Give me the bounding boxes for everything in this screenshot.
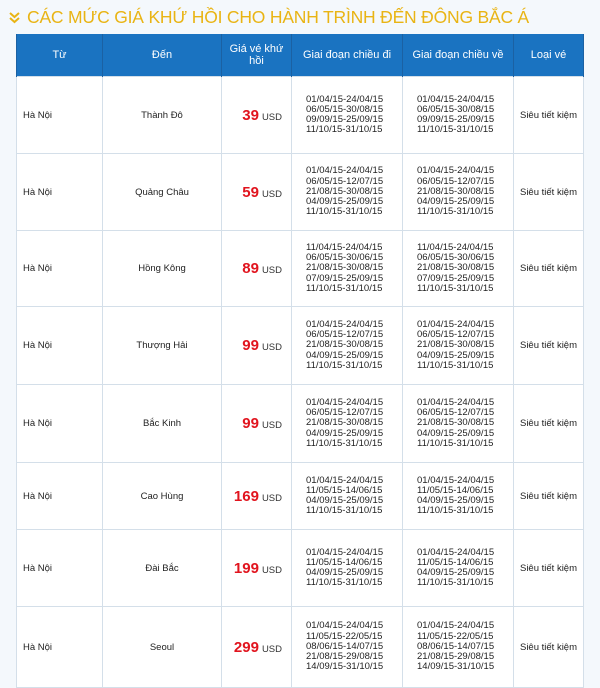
date-range: 21/08/15-30/08/15 [306,339,384,351]
fare-type-cell: Siêu tiết kiệm [514,307,584,385]
inbound-dates-cell [403,231,514,307]
table-row [17,463,584,530]
origin-cell: Hà Nội [17,530,103,607]
date-range: 04/09/15-25/09/15 [417,349,495,361]
date-range: 14/09/15-31/10/15 [417,661,495,673]
origin-cell: Hà Nội [17,463,103,530]
price-cell [222,530,292,607]
price-value: 169 [233,487,259,505]
date-range: 01/04/15-24/04/15 [306,546,384,558]
date-range: 04/09/15-25/09/15 [417,567,495,578]
fare-type-cell: Siêu tiết kiệm [514,530,584,607]
col-header-from: Từ [17,34,103,77]
date-range: 11/10/15-31/10/15 [417,124,494,136]
date-range: 08/06/15-14/07/15 [306,640,384,652]
destination-cell: Bắc Kinh [103,385,222,463]
fare-type-cell: Siêu tiết kiệm [514,231,584,307]
col-header-type: Loại vé [514,34,584,77]
date-range: 11/10/15-31/10/15 [306,577,383,589]
inbound-dates-cell [403,307,514,385]
date-range: 04/09/15-25/09/15 [306,567,384,578]
price-value: 59 [242,183,259,201]
price-currency: USD [261,492,282,504]
date-range: 11/04/15-24/04/15 [306,241,383,253]
destination-cell: Đài Bắc [103,530,222,607]
date-range: 11/10/15-31/10/15 [306,437,383,449]
date-range: 01/04/15-24/04/15 [417,318,495,330]
date-range: 11/10/15-31/10/15 [417,505,494,517]
origin-cell: Hà Nội [17,154,103,231]
price-value: 199 [233,559,259,577]
date-range: 01/04/15-24/04/15 [417,546,495,558]
col-header-inbound: Giai đoạn chiều về [403,34,514,77]
outbound-dates-cell [292,154,403,231]
table-row [17,154,584,231]
date-range: 04/09/15-25/09/15 [306,196,384,208]
price-currency: USD [261,265,282,276]
date-range: 09/09/15-25/09/15 [417,114,495,125]
price-currency: USD [261,643,282,655]
table-body [17,77,584,688]
date-range: 21/08/15-30/08/15 [306,262,384,274]
destination-cell: Cao Hùng [103,463,222,530]
date-range: 01/04/15-24/04/15 [417,93,495,105]
inbound-dates-cell [403,385,514,463]
price-cell [222,307,292,385]
double-chevron-down-icon [8,11,21,24]
table-row [17,607,584,688]
origin-cell: Hà Nội [17,307,103,385]
outbound-dates-cell [292,530,403,607]
outbound-dates-cell [292,607,403,688]
date-range: 04/09/15-25/09/15 [306,349,384,361]
price-currency: USD [261,564,282,576]
table-row [17,231,584,307]
date-range: 04/09/15-25/09/15 [306,427,384,439]
date-range: 04/09/15-25/09/15 [417,196,495,208]
destination-cell: Hồng Kông [103,231,222,307]
inbound-dates-cell [403,77,514,154]
date-range: 11/04/15-24/04/15 [417,241,494,253]
date-range: 11/10/15-31/10/15 [306,282,383,294]
outbound-dates-cell [292,307,403,385]
origin-cell: Hà Nội [17,385,103,463]
date-range: 06/05/15-30/06/15 [417,252,495,264]
price-cell [222,154,292,231]
price-value: 299 [233,638,259,656]
date-range: 21/08/15-30/08/15 [417,262,495,274]
date-range: 21/08/15-29/08/15 [306,651,384,663]
date-range: 21/08/15-30/08/15 [417,185,495,197]
date-range: 06/05/15-12/07/15 [417,329,495,341]
fare-table [16,34,584,688]
date-range: 11/10/15-31/10/15 [306,505,383,517]
col-header-outbound: Giai đoạn chiều đi [292,34,403,77]
fare-type-cell: Siêu tiết kiệm [514,77,584,154]
date-range: 01/04/15-24/04/15 [417,474,495,486]
price-value: 99 [242,337,259,354]
date-range: 01/04/15-24/04/15 [306,165,384,177]
table-row [17,307,584,385]
inbound-dates-cell [403,463,514,530]
price-cell [222,231,292,307]
date-range: 21/08/15-30/08/15 [306,417,384,429]
date-range: 14/09/15-31/10/15 [306,661,384,673]
date-range: 01/04/15-24/04/15 [306,396,384,408]
date-range: 11/10/15-31/10/15 [417,359,494,371]
date-range: 06/05/15-12/07/15 [417,175,495,187]
destination-cell: Quảng Châu [103,154,222,231]
origin-cell: Hà Nội [17,607,103,688]
date-range: 11/10/15-31/10/15 [417,206,494,218]
fare-type-cell: Siêu tiết kiệm [514,607,584,688]
date-range: 01/04/15-24/04/15 [306,474,384,486]
outbound-dates-cell [292,463,403,530]
date-range: 04/09/15-25/09/15 [417,427,495,439]
date-range: 06/05/15-30/08/15 [417,103,495,115]
price-currency: USD [261,342,282,353]
fare-type-cell: Siêu tiết kiệm [514,385,584,463]
date-range: 04/09/15-25/09/15 [417,495,495,506]
outbound-dates-cell [292,231,403,307]
date-range: 01/04/15-24/04/15 [306,93,384,105]
price-cell [222,385,292,463]
date-range: 11/05/15-14/06/15 [306,484,383,496]
date-range: 08/06/15-14/07/15 [417,640,495,652]
date-range: 06/05/15-12/07/15 [306,407,384,419]
destination-cell: Thành Đô [103,77,222,154]
date-range: 01/04/15-24/04/15 [306,620,384,632]
date-range: 11/05/15-14/06/15 [417,484,494,496]
origin-cell: Hà Nội [17,231,103,307]
section-heading [0,0,600,34]
price-currency: USD [261,188,282,200]
date-range: 06/05/15-12/07/15 [306,175,384,187]
price-cell [222,607,292,688]
date-range: 21/08/15-30/08/15 [417,339,495,351]
table-row [17,385,584,463]
date-range: 11/10/15-31/10/15 [417,437,494,449]
date-range: 21/08/15-30/08/15 [306,185,384,197]
date-range: 06/05/15-12/07/15 [306,329,384,341]
destination-cell: Thượng Hải [103,307,222,385]
date-range: 01/04/15-24/04/15 [306,318,384,330]
price-cell [222,463,292,530]
table-header-row [17,34,584,77]
date-range: 04/09/15-25/09/15 [306,495,384,506]
inbound-dates-cell [403,530,514,607]
fare-type-cell: Siêu tiết kiệm [514,154,584,231]
price-currency: USD [261,111,282,123]
origin-cell: Hà Nội [17,77,103,154]
price-value: 39 [242,106,259,124]
price-cell [222,77,292,154]
fare-type-cell: Siêu tiết kiệm [514,463,584,530]
date-range: 11/05/15-14/06/15 [306,556,383,568]
outbound-dates-cell [292,385,403,463]
date-range: 11/10/15-31/10/15 [306,206,383,218]
date-range: 06/05/15-12/07/15 [417,407,495,419]
date-range: 11/05/15-14/06/15 [417,556,494,568]
price-value: 99 [242,415,259,432]
date-range: 11/05/15-22/05/15 [417,630,494,642]
date-range: 11/10/15-31/10/15 [417,282,494,294]
date-range: 11/10/15-31/10/15 [306,124,383,136]
price-value: 89 [242,260,259,277]
date-range: 06/05/15-30/08/15 [306,103,384,115]
date-range: 07/09/15-25/09/15 [417,272,495,284]
date-range: 21/08/15-29/08/15 [417,651,495,663]
date-range: 11/10/15-31/10/15 [306,359,383,371]
inbound-dates-cell [403,607,514,688]
inbound-dates-cell [403,154,514,231]
date-range: 11/05/15-22/05/15 [306,630,383,642]
col-header-price: Giá vé khứ hồi [222,34,292,77]
date-range: 07/09/15-25/09/15 [306,272,384,284]
page-title: CÁC MỨC GIÁ KHỨ HỒI CHO HÀNH TRÌNH ĐẾN ĐÔNG BẮC Á [27,6,530,27]
date-range: 01/04/15-24/04/15 [417,396,495,408]
date-range: 21/08/15-30/08/15 [417,417,495,429]
date-range: 11/10/15-31/10/15 [417,577,494,589]
date-range: 01/04/15-24/04/15 [417,620,495,632]
col-header-to: Đến [103,34,222,77]
outbound-dates-cell [292,77,403,154]
destination-cell: Seoul [103,607,222,688]
date-range: 06/05/15-30/06/15 [306,252,384,264]
date-range: 01/04/15-24/04/15 [417,165,495,177]
table-row [17,77,584,154]
price-currency: USD [261,420,282,431]
table-row [17,530,584,607]
date-range: 09/09/15-25/09/15 [306,114,384,125]
